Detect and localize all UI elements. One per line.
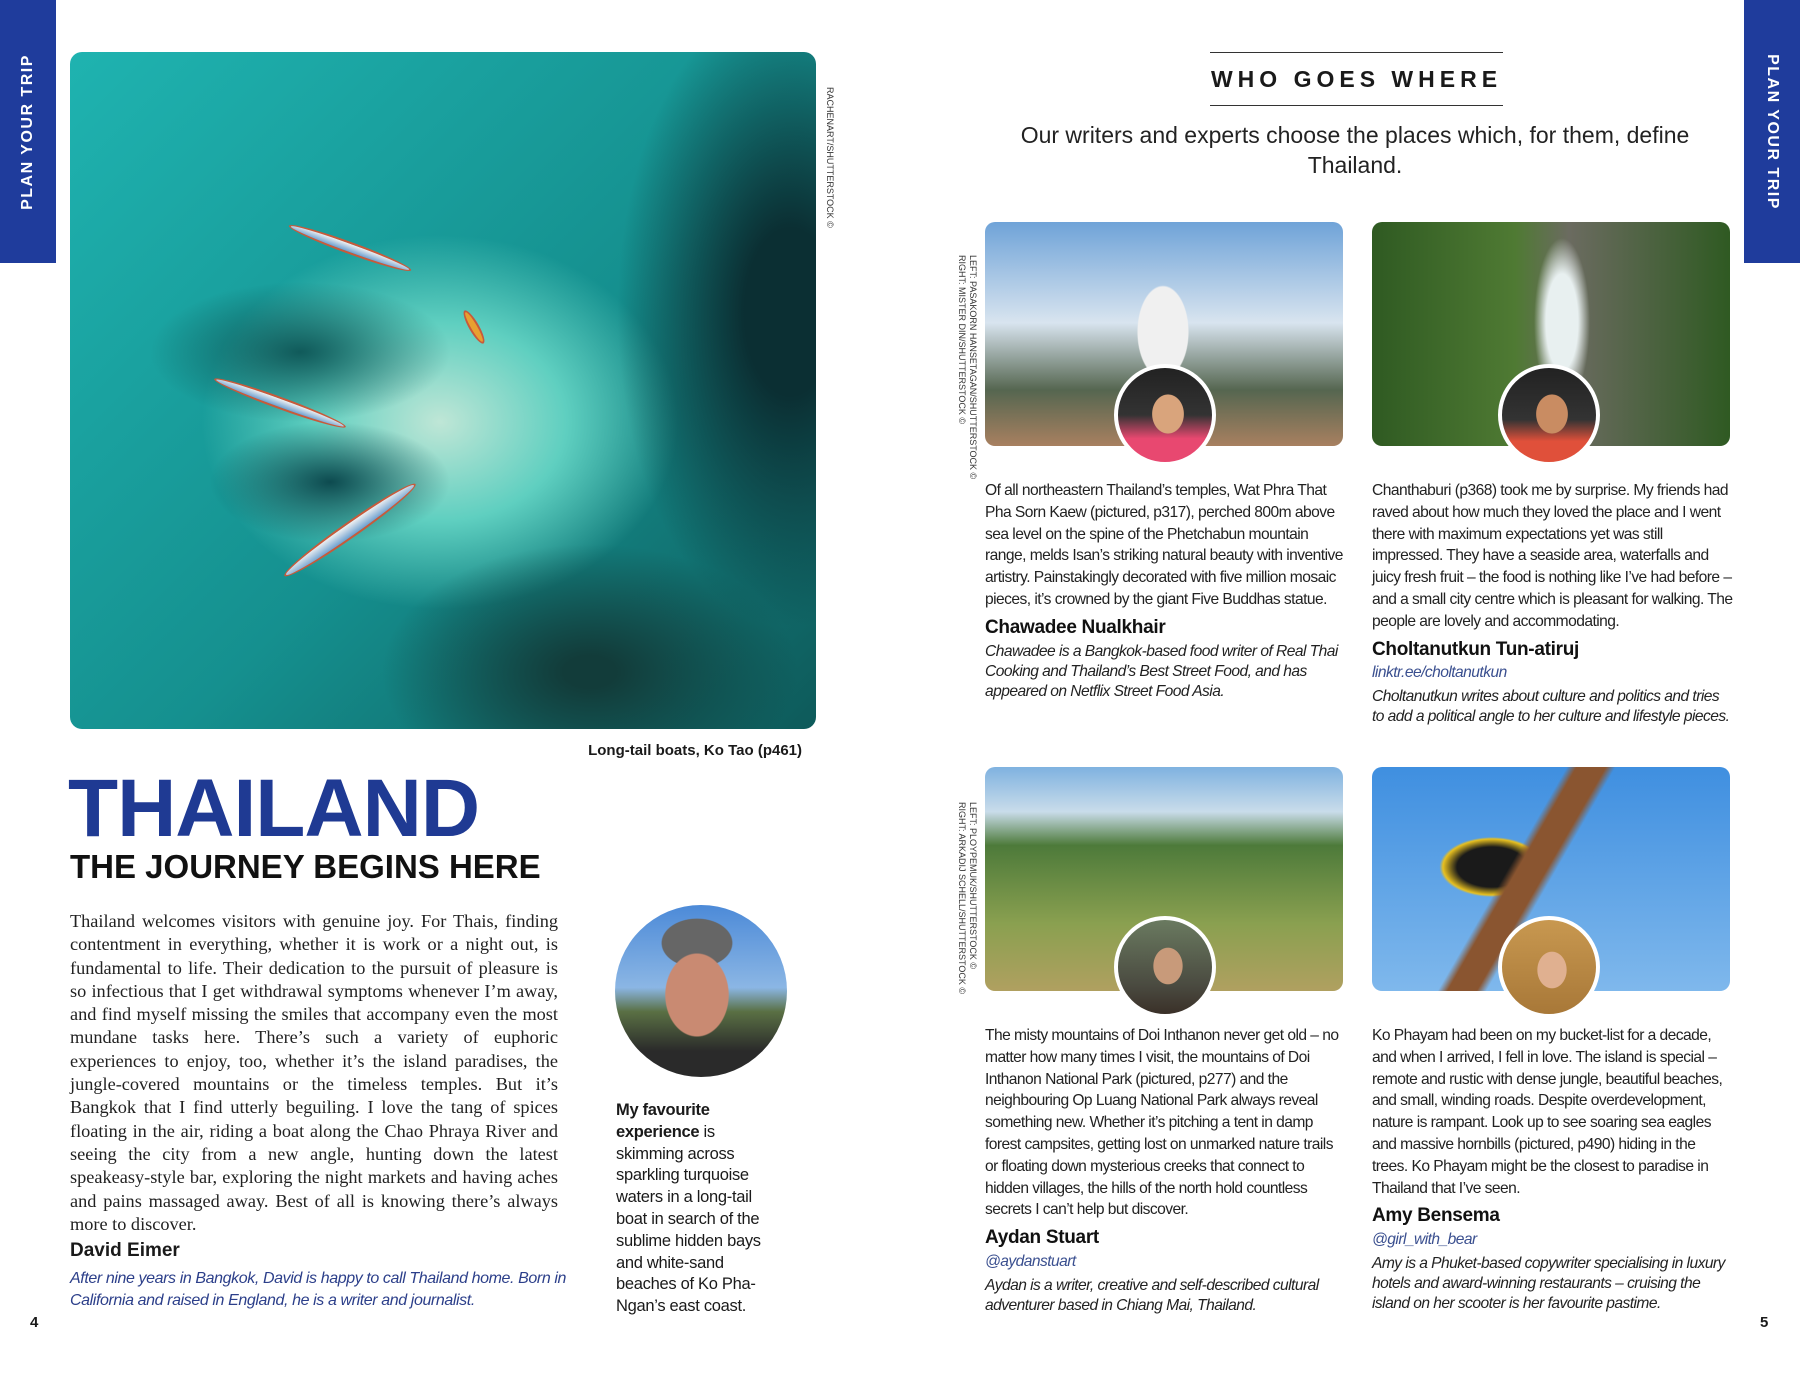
card-text: The misty mountains of Doi Inthanon never get old – no matter how many times I visit, the mountains of Doi Inthanon National Park (pictured, p277) and the neighbouring Op Luang National Park always reveal something new. Whether it’s pitching a tent in damp forest campsites, getting lost on unmarked nature trails or floating down mysterious creeks that connect to hidden villages, the hills of the north hold countless secrets I can’t help but discover. — [985, 1027, 1339, 1219]
credit-left: LEFT: PLOYPEMUK/SHUTTERSTOCK © — [968, 802, 978, 969]
author-portrait — [615, 905, 787, 1077]
boat-image — [287, 220, 413, 276]
writer-bio: Choltanutkun writes about culture and politics and tries to add a political angle to her culture and lifestyle pieces. — [1372, 688, 1730, 726]
section-tab-left — [0, 0, 56, 263]
amy-avatar — [1498, 916, 1600, 1018]
writer-name: Amy Bensema — [1372, 1205, 1500, 1227]
page-title: THAILAND — [68, 763, 480, 854]
writer-bio: Amy is a Phuket-based copywriter specialising in luxury hotels and award-winning restaurants – cruising the island on her scooter is her favourite pastime. — [1372, 1254, 1725, 1312]
photo-credit: RACHENART/SHUTTERSTOCK © — [825, 87, 835, 228]
section-tab-right — [1744, 0, 1800, 263]
writer-bio: Chawadee is a Bangkok-based food writer of Real Thai Cooking and Thailand’s Best Street Food, and has appeared on Netflix Street Food Asia. — [985, 642, 1338, 700]
section-heading: WHO GOES WHERE — [1210, 52, 1503, 106]
favourite-label: My favourite experience — [616, 1101, 710, 1141]
favourite-text: is skimming across sparkling turquoise waters in a long-tail boat in search of the sublime hidden bays and white-sand beaches of Ko Pha-Ngan’s east coast. — [616, 1122, 761, 1316]
credit-right: RIGHT: MISTER DIN/SHUTTERSTOCK © — [957, 255, 967, 424]
credit-right: RIGHT: ARKADIJ SCHELL/SHUTTERSTOCK © — [957, 802, 967, 995]
writer-card — [985, 480, 1347, 702]
writer-name: Choltanutkun Tun-atiruj — [1372, 638, 1579, 660]
page-subtitle: THE JOURNEY BEGINS HERE — [70, 848, 541, 885]
writer-bio: Aydan is a writer, creative and self-described cultural adventurer based in Chiang Mai, Thailand. — [985, 1276, 1319, 1314]
favourite-experience — [616, 1100, 786, 1318]
page-number: 4 — [30, 1314, 39, 1331]
writer-name: Chawadee Nualkhair — [985, 616, 1166, 638]
long-tail-boats-photo — [70, 52, 816, 729]
writer-card — [1372, 480, 1734, 727]
choltanutkun-avatar — [1498, 364, 1600, 466]
writer-card — [985, 1025, 1347, 1316]
credit-left: LEFT: PASAKORN HANSETAGAN/SHUTTERSTOCK © — [968, 255, 978, 480]
author-bio: After nine years in Bangkok, David is happy to call Thailand home. Born in California and raised in England, he is a writer and journalist. — [70, 1270, 567, 1309]
writer-card — [1372, 1025, 1734, 1314]
boat-image — [460, 308, 488, 346]
boat-image — [212, 373, 348, 432]
card-text: Ko Phayam had been on my bucket-list for a decade, and when I arrived, I fell in love. The island is special – remote and rustic with dense jungle, beautiful beaches, and small, winding roads. Despite overdevelopment, nature is rampant. Look up to see soaring sea eagles and massive hornbills (pictured, p490) hiding in the trees. Ko Phayam might be the closest to paradise in Thailand that I’ve seen. — [1372, 1027, 1723, 1197]
writer-handle-link[interactable]: linktr.ee/choltanutkun — [1372, 664, 1507, 682]
card-text: Chanthaburi (p368) took me by surprise. My friends had raved about how much they loved the place and I went there with maximum expectations yet was still impressed. They have a seaside area, waterfalls and juicy fresh fruit – the food is nothing like I’ve had before – and a small city centre which is pleasant for walking. The people are lovely and accommodating. — [1372, 482, 1733, 630]
intro-body: Thailand welcomes visitors with genuine joy. For Thais, finding contentment in everything, whether it is work or a night out, is fundamental to life. Their dedication to the pursuit of pleasure is so infectious that I get withdrawal symptoms whenever I’m away, and find myself missing the smiles that accompany even the most mundane tasks here. There’s such a variety of euphoric experiences to enjoy, too, whether it’s the island paradises, the jungle-covered mountains or the timeless temples. But it’s Bangkok that I find utterly beguiling. I love the tang of spices floating in the air, riding a boat along the Chao Phraya River and seeing the city from a new angle, hunting down the latest speakeasy-style bar, exploring the night markets and having aches and pains massaged away. Best of all is knowing there’s always more to discover. — [70, 911, 558, 1234]
section-intro: Our writers and experts choose the places which, for them, define Thailand. — [1020, 122, 1690, 178]
writer-handle-link[interactable]: @girl_with_bear — [1372, 1231, 1477, 1249]
photo-caption: Long-tail boats, Ko Tao (p461) — [588, 742, 802, 759]
section-tab-label: PLAN YOUR TRIP — [1764, 53, 1781, 210]
boat-image — [280, 478, 420, 583]
chawadee-avatar — [1114, 364, 1216, 466]
card-text: Of all northeastern Thailand’s temples, Wat Phra That Pha Sorn Kaew (pictured, p317), perched 800m above sea level on the spine of the Phetchabun mountain range, melds Isan’s striking natural beauty with inventive artistry. Painstakingly decorated with five million mosaic pieces, it’s crowned by the giant Five Buddhas statue. — [985, 482, 1343, 608]
writer-name: Aydan Stuart — [985, 1227, 1099, 1249]
author-name: David Eimer — [70, 1240, 180, 1261]
aydan-avatar — [1114, 916, 1216, 1018]
photo-credit — [956, 802, 978, 994]
section-tab-label: PLAN YOUR TRIP — [19, 53, 36, 210]
page-number: 5 — [1760, 1314, 1769, 1331]
photo-credit — [956, 255, 978, 479]
writer-handle-link[interactable]: @aydanstuart — [985, 1252, 1076, 1270]
